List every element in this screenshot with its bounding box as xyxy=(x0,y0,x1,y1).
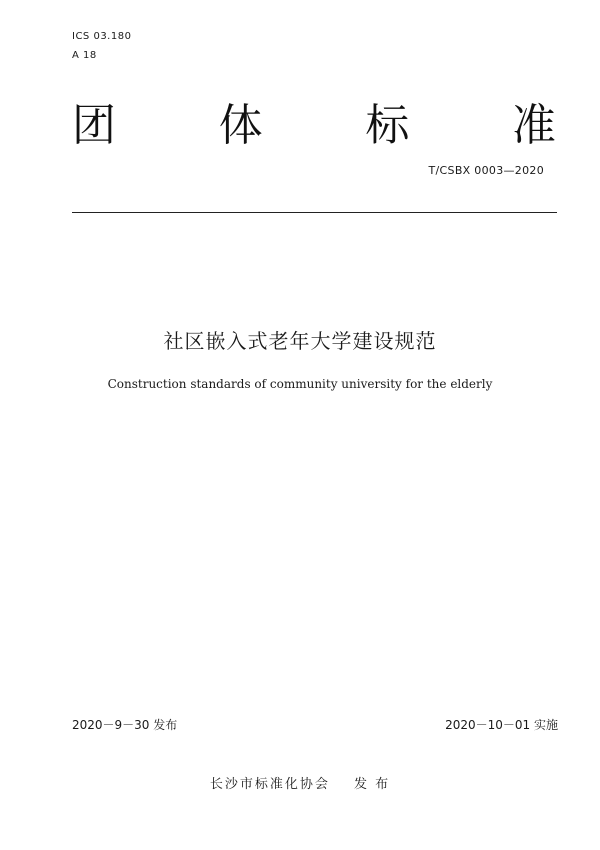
document-title-cn: 社区嵌入式老年大学建设规范 xyxy=(163,329,437,353)
publisher-line xyxy=(0,773,600,792)
issue-date: 2020－9－30 发布 xyxy=(72,718,178,732)
title-char-2: 体 xyxy=(218,100,263,151)
implementation-date: 2020－10－01 实施 xyxy=(445,718,558,732)
standard-type-title xyxy=(72,100,556,152)
publisher-name: 长沙市标准化协会 xyxy=(209,777,330,792)
title-char-4: 准 xyxy=(511,100,556,151)
title-char-3: 标 xyxy=(365,100,410,151)
standard-number: T/CSBX 0003—2020 xyxy=(428,164,544,177)
title-char-1: 团 xyxy=(72,100,116,151)
ics-code: ICS 03.180 xyxy=(72,31,132,42)
header-divider xyxy=(72,212,557,213)
ccs-code: A 18 xyxy=(72,50,97,61)
publisher-action: 发 布 xyxy=(353,777,391,792)
document-title-en: Construction standards of community university for the elderly xyxy=(107,377,493,391)
